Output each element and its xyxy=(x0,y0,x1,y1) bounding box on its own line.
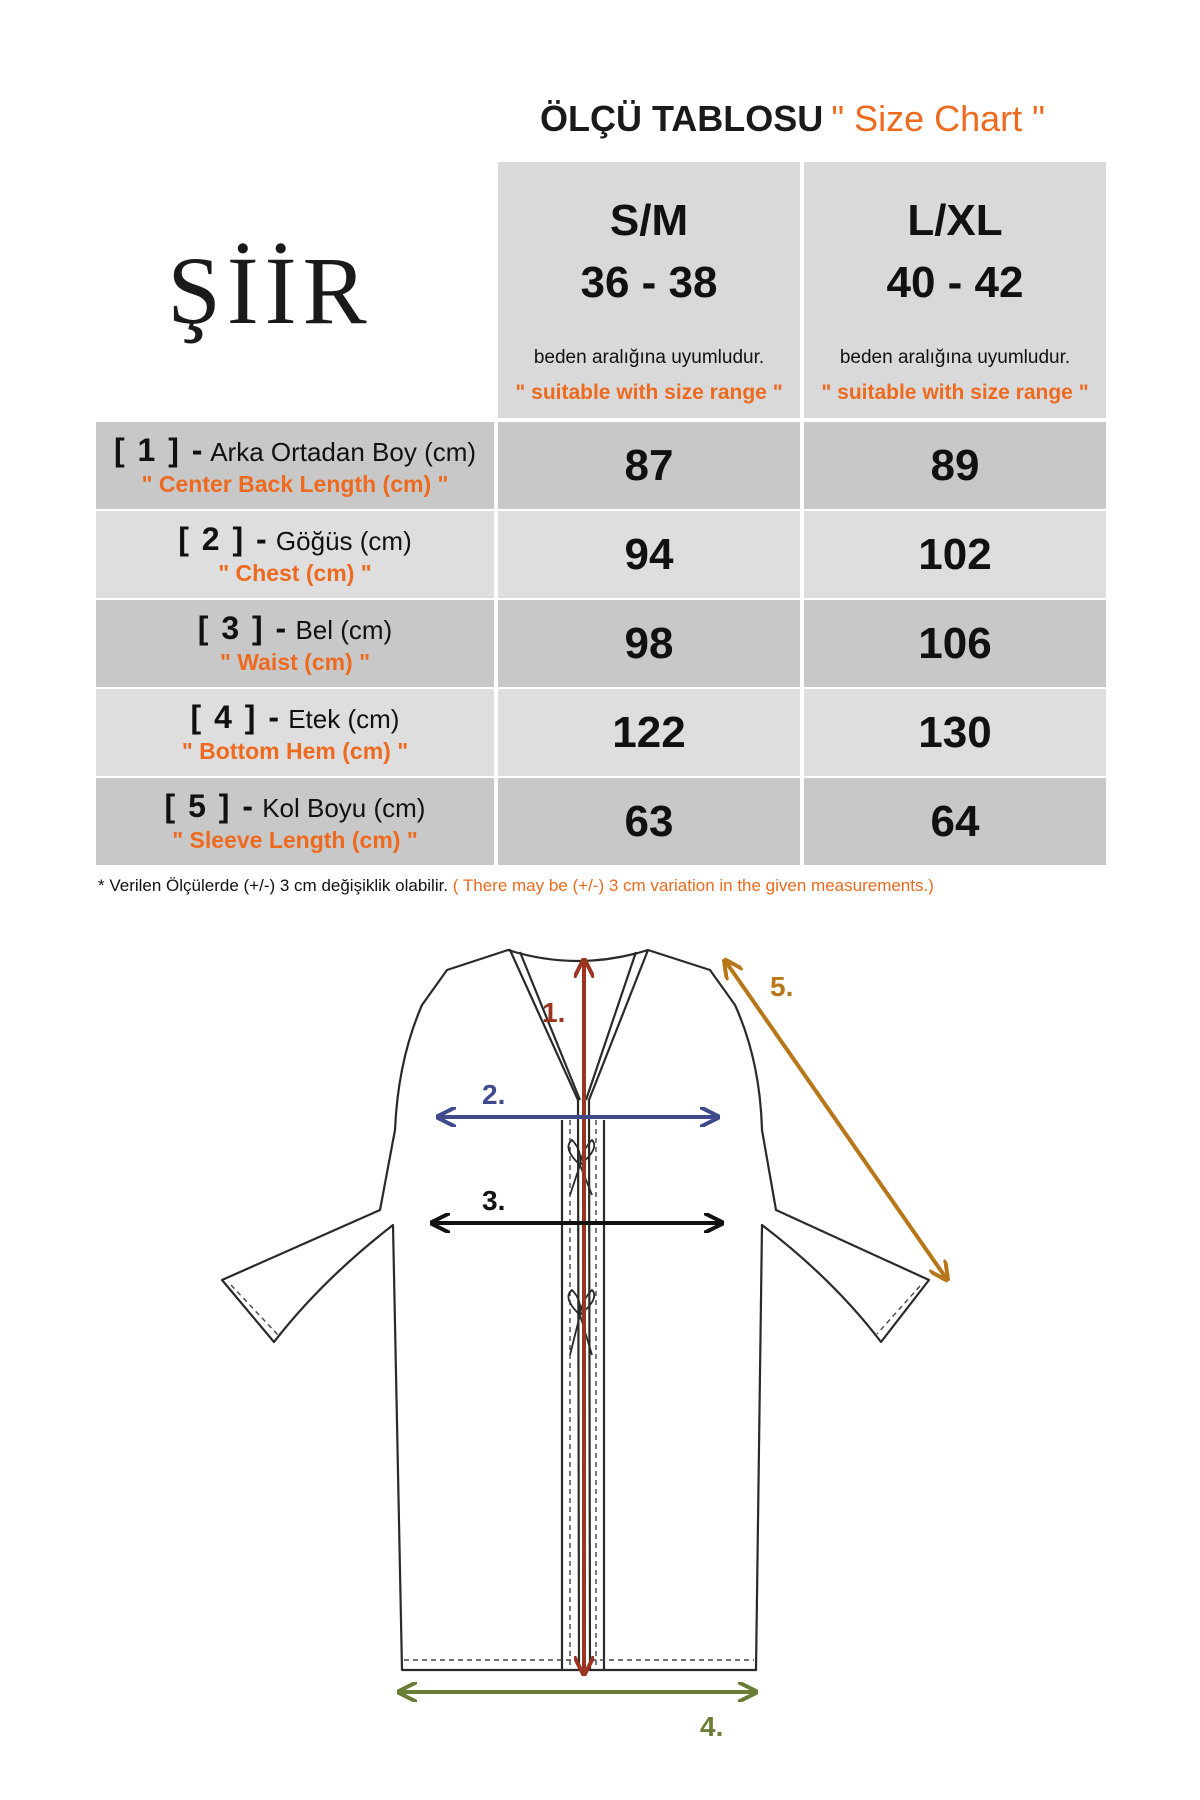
row-label xyxy=(96,778,494,865)
row-label-tr: Bel (cm) xyxy=(295,615,393,645)
row-label-en: " Waist (cm) " xyxy=(219,649,371,675)
size-header-sm xyxy=(498,162,800,418)
row-index: [ 5 ] - xyxy=(164,788,255,824)
value-lxl: 64 xyxy=(804,778,1106,865)
size-range: 40 - 42 xyxy=(886,258,1024,307)
page-title xyxy=(540,98,1140,148)
size-note-en: " suitable with size range " xyxy=(515,381,783,404)
title-turkish: ÖLÇÜ TABLOSU xyxy=(540,98,824,139)
table-row xyxy=(96,600,1106,687)
table-row xyxy=(96,689,1106,776)
row-label-tr: Arka Ortadan Boy (cm) xyxy=(210,437,477,467)
footnote-tr: * Verilen Ölçülerde (+/-) 3 cm değişiklik olabilir. xyxy=(98,876,449,895)
row-label-en: " Center Back Length (cm) " xyxy=(141,471,449,497)
row-label xyxy=(96,422,494,509)
size-range: 36 - 38 xyxy=(580,258,718,307)
row-label-tr: Göğüs (cm) xyxy=(275,526,412,556)
table-row xyxy=(96,511,1106,598)
marker-label-5: 5. xyxy=(770,971,794,1002)
size-note-tr: beden aralığına uyumludur. xyxy=(533,347,765,368)
stitching xyxy=(231,1120,920,1665)
size-header-lxl xyxy=(804,162,1106,418)
brand-logo: ŞİİR xyxy=(167,237,373,344)
value-sm: 122 xyxy=(498,689,800,776)
row-label xyxy=(96,600,494,687)
marker-label-2: 2. xyxy=(482,1079,506,1110)
footnote xyxy=(98,876,1098,904)
marker-label-4: 4. xyxy=(700,1711,724,1742)
garment-diagram xyxy=(0,920,1200,1800)
row-label xyxy=(96,689,494,776)
size-note-en: " suitable with size range " xyxy=(821,381,1089,404)
row-label-en: " Chest (cm) " xyxy=(218,560,372,586)
footnote-en: ( There may be (+/-) 3 cm variation in the given measurements.) xyxy=(452,876,934,895)
size-label: S/M xyxy=(609,196,689,245)
row-label-tr: Kol Boyu (cm) xyxy=(262,793,426,823)
table-row xyxy=(96,422,1106,509)
marker-label-1: 1. xyxy=(542,997,566,1028)
value-sm: 63 xyxy=(498,778,800,865)
measurement-5-marker xyxy=(726,962,946,1278)
marker-label-3: 3. xyxy=(482,1185,506,1216)
row-label xyxy=(96,511,494,598)
measurement-3-marker xyxy=(434,1185,720,1223)
value-lxl: 89 xyxy=(804,422,1106,509)
row-index: [ 4 ] - xyxy=(190,699,281,735)
value-lxl: 130 xyxy=(804,689,1106,776)
size-label: L/XL xyxy=(907,196,1003,245)
row-index: [ 3 ] - xyxy=(197,610,289,646)
value-sm: 98 xyxy=(498,600,800,687)
row-index: [ 1 ] - xyxy=(113,432,205,468)
value-lxl: 102 xyxy=(804,511,1106,598)
measurement-4-marker xyxy=(401,1692,754,1742)
table-row xyxy=(96,778,1106,865)
row-label-en: " Bottom Hem (cm) " xyxy=(181,738,409,764)
value-sm: 94 xyxy=(498,511,800,598)
row-index: [ 2 ] - xyxy=(178,521,269,557)
value-sm: 87 xyxy=(498,422,800,509)
row-label-tr: Etek (cm) xyxy=(288,704,400,734)
row-label-en: " Sleeve Length (cm) " xyxy=(172,827,418,853)
title-english: " Size Chart " xyxy=(831,98,1045,139)
size-note-tr: beden aralığına uyumludur. xyxy=(839,347,1071,368)
value-lxl: 106 xyxy=(804,600,1106,687)
